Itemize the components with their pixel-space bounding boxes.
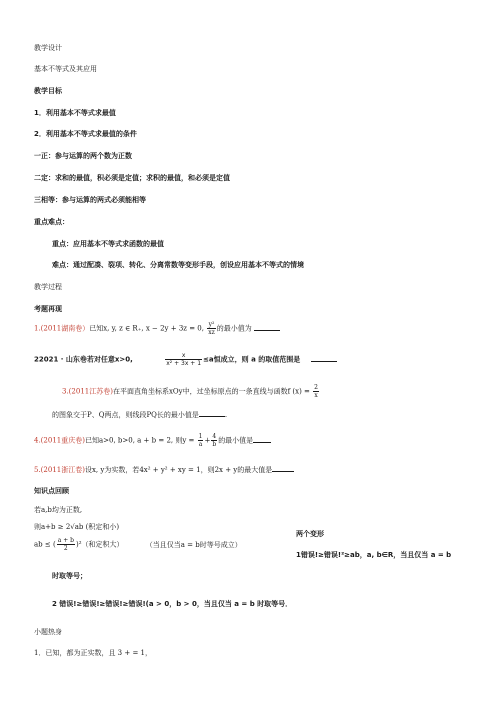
condition-positive: 一正：参与运算的两个数为正数 <box>34 152 132 160</box>
review-heading: 考题再现 <box>34 305 62 313</box>
variants-title: 两个变形 <box>296 530 324 538</box>
problem-3-text: 在平面直角坐标系xOy中，过坐标原点的一条直线与函数f (x) = <box>112 387 310 396</box>
problem-3-line-2: 的图象交于P、Q两点，则线段PQ长的最小值是 . <box>52 411 228 419</box>
problem-1-text: 已知x, y, z ∈ R₊, x − 2y + 3z = 0, <box>89 324 204 333</box>
problem-3-fraction: $\frac{2}{x}$ <box>314 384 318 400</box>
problem-5 <box>34 464 294 474</box>
condition-equal: 三相等：参与运算的两式必须能相等 <box>34 196 146 204</box>
doc-title: 基本不等式及其应用 <box>34 65 97 73</box>
knowledge-line-4: 时取等号； <box>52 572 87 580</box>
problem-2-tail: ≤a恒成立，则 a 的取值范围是 <box>203 355 301 364</box>
warmup-question-1: 1．已知，都为正实数，且 3 + = 1， <box>34 649 152 657</box>
problem-5-text: 设x, y为实数，若4x² + y² + xy = 1，则2x + y的最大值是 <box>84 466 273 474</box>
problem-1-source: 1.(2011湖南卷） <box>34 324 90 333</box>
knowledge-line-3: ab ≤ ( $\frac{a + b}{2}$ )²（和定积大） （当且仅当a = b时等号成立） <box>34 537 242 553</box>
problem-1-fraction: $\frac{\text{y²}}{xz}$ <box>208 321 215 337</box>
problem-5-source: 5.(2011浙江卷) <box>34 466 85 474</box>
difficult-point: 难点：通过配凑、裂项、转化、分离常数等变形手段，创设应用基本不等式的情境 <box>52 261 304 269</box>
problem-4-fraction-2: $\frac{4}{b}$ <box>212 433 217 449</box>
problem-4-fraction-1: $\frac{1}{a}$ <box>198 433 203 449</box>
objective-item-2: 2．利用基本不等式求最值的条件 <box>34 130 137 138</box>
keypoints-heading: 重点难点： <box>34 218 69 226</box>
knowledge-fraction: $\frac{a + b}{2}$ <box>57 537 74 553</box>
problem-2-fraction: $\frac{x}{\text{x² + 3x + 1}}$ <box>166 352 202 368</box>
problem-3 <box>62 384 320 399</box>
problem-4: 4.(2011重庆卷)已知a>0, b>0, a + b = 2, 则y = $\frac{1}{a}$ + $\frac{4}{b}$ 的最小值是 <box>34 433 271 448</box>
answer-blank <box>272 464 294 472</box>
answer-blank <box>253 435 271 443</box>
variant-2: 2 错误!≥错误!≥错误!≥错误!(a > 0，b > 0，当且仅当 a = b 时取等号． <box>52 600 293 608</box>
process-heading: 教学过程 <box>34 283 62 291</box>
condition-fixed: 二定：求和的最值，积必须是定值；求积的最值，和必须是定值 <box>34 174 230 182</box>
problem-4-text: 已知a>0, b>0, a + b = 2, 则y = <box>84 436 195 445</box>
problem-1-tail: 的最小值为 <box>216 324 252 333</box>
key-point: 重点：应用基本不等式求函数的最值 <box>52 240 164 248</box>
knowledge-heading: 知识点回顾 <box>34 487 69 495</box>
problem-3-source: 3.(2011江苏卷) <box>62 387 113 396</box>
problem-4-tail: 的最小值是 <box>218 436 254 445</box>
objective-item-1: 1．利用基本不等式求最值 <box>34 109 116 117</box>
answer-blank <box>311 354 337 362</box>
problem-4-source: 4.(2011重庆卷) <box>34 436 85 445</box>
problem-2 <box>34 352 337 367</box>
knowledge-line-1: 若a,b均为正数, <box>34 506 83 514</box>
answer-blank <box>254 323 280 331</box>
objectives-heading: 教学目标 <box>34 87 62 95</box>
problem-2-source: 22021 · 山东卷若对任意x>0, <box>34 355 133 364</box>
variant-1: 1错误!≥错误!²≥ab，a, b∈R，当且仅当 a = b <box>296 551 452 559</box>
problem-1 <box>34 321 280 336</box>
knowledge-line-2: 则a+b ≥ 2√ab (积定和小) <box>34 523 120 531</box>
warmup-heading: 小题热身 <box>34 628 62 636</box>
doc-type-label: 教学设计 <box>34 44 62 52</box>
answer-blank <box>199 409 225 417</box>
